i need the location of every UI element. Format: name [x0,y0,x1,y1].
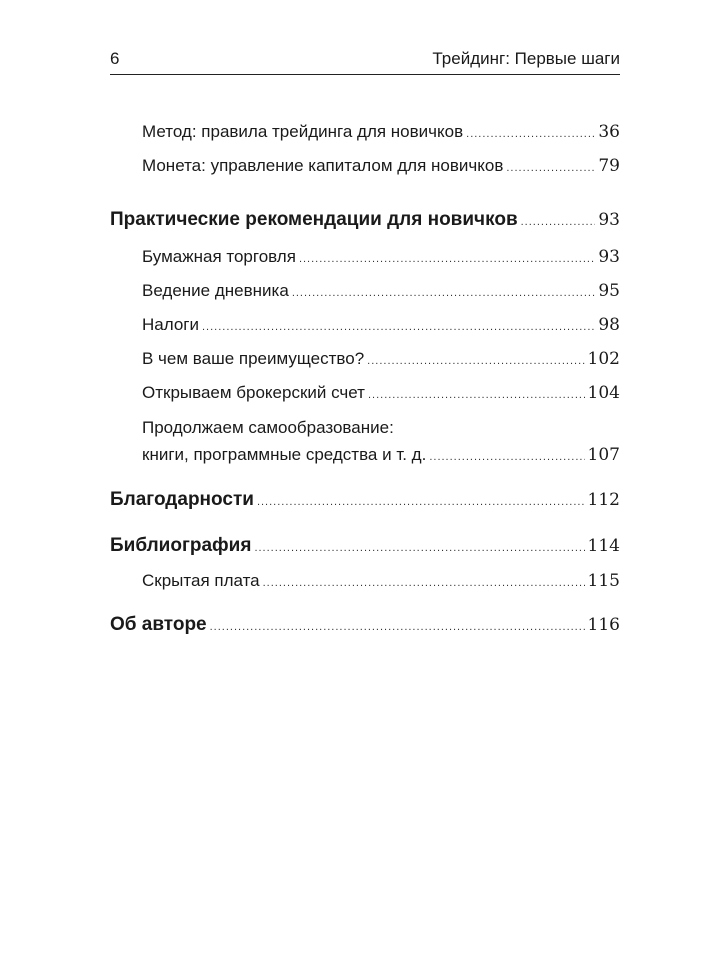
toc-entry-title: Скрытая плата [142,571,260,590]
toc-entry-page: 107 [587,445,620,465]
dot-leader [292,287,596,299]
toc-entry-title: Налоги [142,315,199,334]
toc-entry-advantage[interactable] [142,349,620,369]
dot-leader [210,621,585,633]
toc-entry-page: 112 [587,490,620,510]
dot-leader [521,216,596,228]
toc-entry-title: Открываем брокерский счет [142,383,365,402]
dot-leader [263,577,585,589]
toc-entry-title: Библиография [110,535,252,556]
toc-entry-title: Монета: управление капиталом для новичков [142,156,504,175]
toc-entry-page: 93 [598,247,620,267]
toc-entry-page: 102 [587,349,620,369]
toc-entry-self-education-line1[interactable]: Продолжаем самообразование: [142,418,394,437]
dot-leader [367,355,584,367]
dot-leader [254,542,584,554]
toc-entry-title: Ведение дневника [142,281,289,300]
toc-entry-hidden-fee[interactable] [142,571,620,591]
toc-entry-page: 104 [587,383,620,403]
toc-entry-self-education[interactable] [142,445,620,465]
toc-entry-title: Практические рекомендации для новичков [110,209,518,230]
dot-leader [202,321,595,333]
toc-entry-page: 114 [587,536,620,556]
page-number: 6 [110,49,120,68]
dot-leader [506,162,595,174]
dot-leader [368,389,585,401]
toc-entry-method[interactable] [142,122,620,142]
toc-entry-paper-trading[interactable] [142,247,620,267]
toc-entry-page: 93 [598,210,620,230]
toc-entry-money[interactable] [142,156,620,176]
toc-entry-taxes[interactable] [142,315,620,335]
toc-entry-page: 36 [598,122,620,142]
toc-entry-bibliography[interactable] [110,535,620,557]
toc-entry-page: 79 [598,156,620,176]
toc-entry-title: Метод: правила трейдинга для новичков [142,122,464,141]
running-title: Трейдинг: Первые шаги [432,49,620,68]
dot-leader [257,496,585,508]
toc-entry-brokerage-account[interactable] [142,383,620,403]
running-header [110,48,620,75]
toc-entry-page: 98 [598,315,620,335]
dot-leader [466,128,595,140]
toc-entry-title: Бумажная торговля [142,247,296,266]
toc-entry-page: 95 [598,281,620,301]
toc-entry-title: Благодарности [110,489,254,510]
toc-entry-journal[interactable] [142,281,620,301]
toc-entry-title: Об авторе [110,614,207,635]
toc-entry-title: В чем ваше преимущество? [142,349,365,368]
toc-entry-title: книги, программные средства и т. д. [142,445,427,464]
toc-entry-page: 116 [587,615,620,635]
dot-leader [429,451,584,463]
toc-entry-practical-recommendations[interactable] [110,209,620,231]
dot-leader [299,253,595,265]
toc-entry-page: 115 [587,571,620,591]
toc-entry-acknowledgements[interactable] [110,489,620,511]
toc-entry-about-author[interactable] [110,614,620,636]
